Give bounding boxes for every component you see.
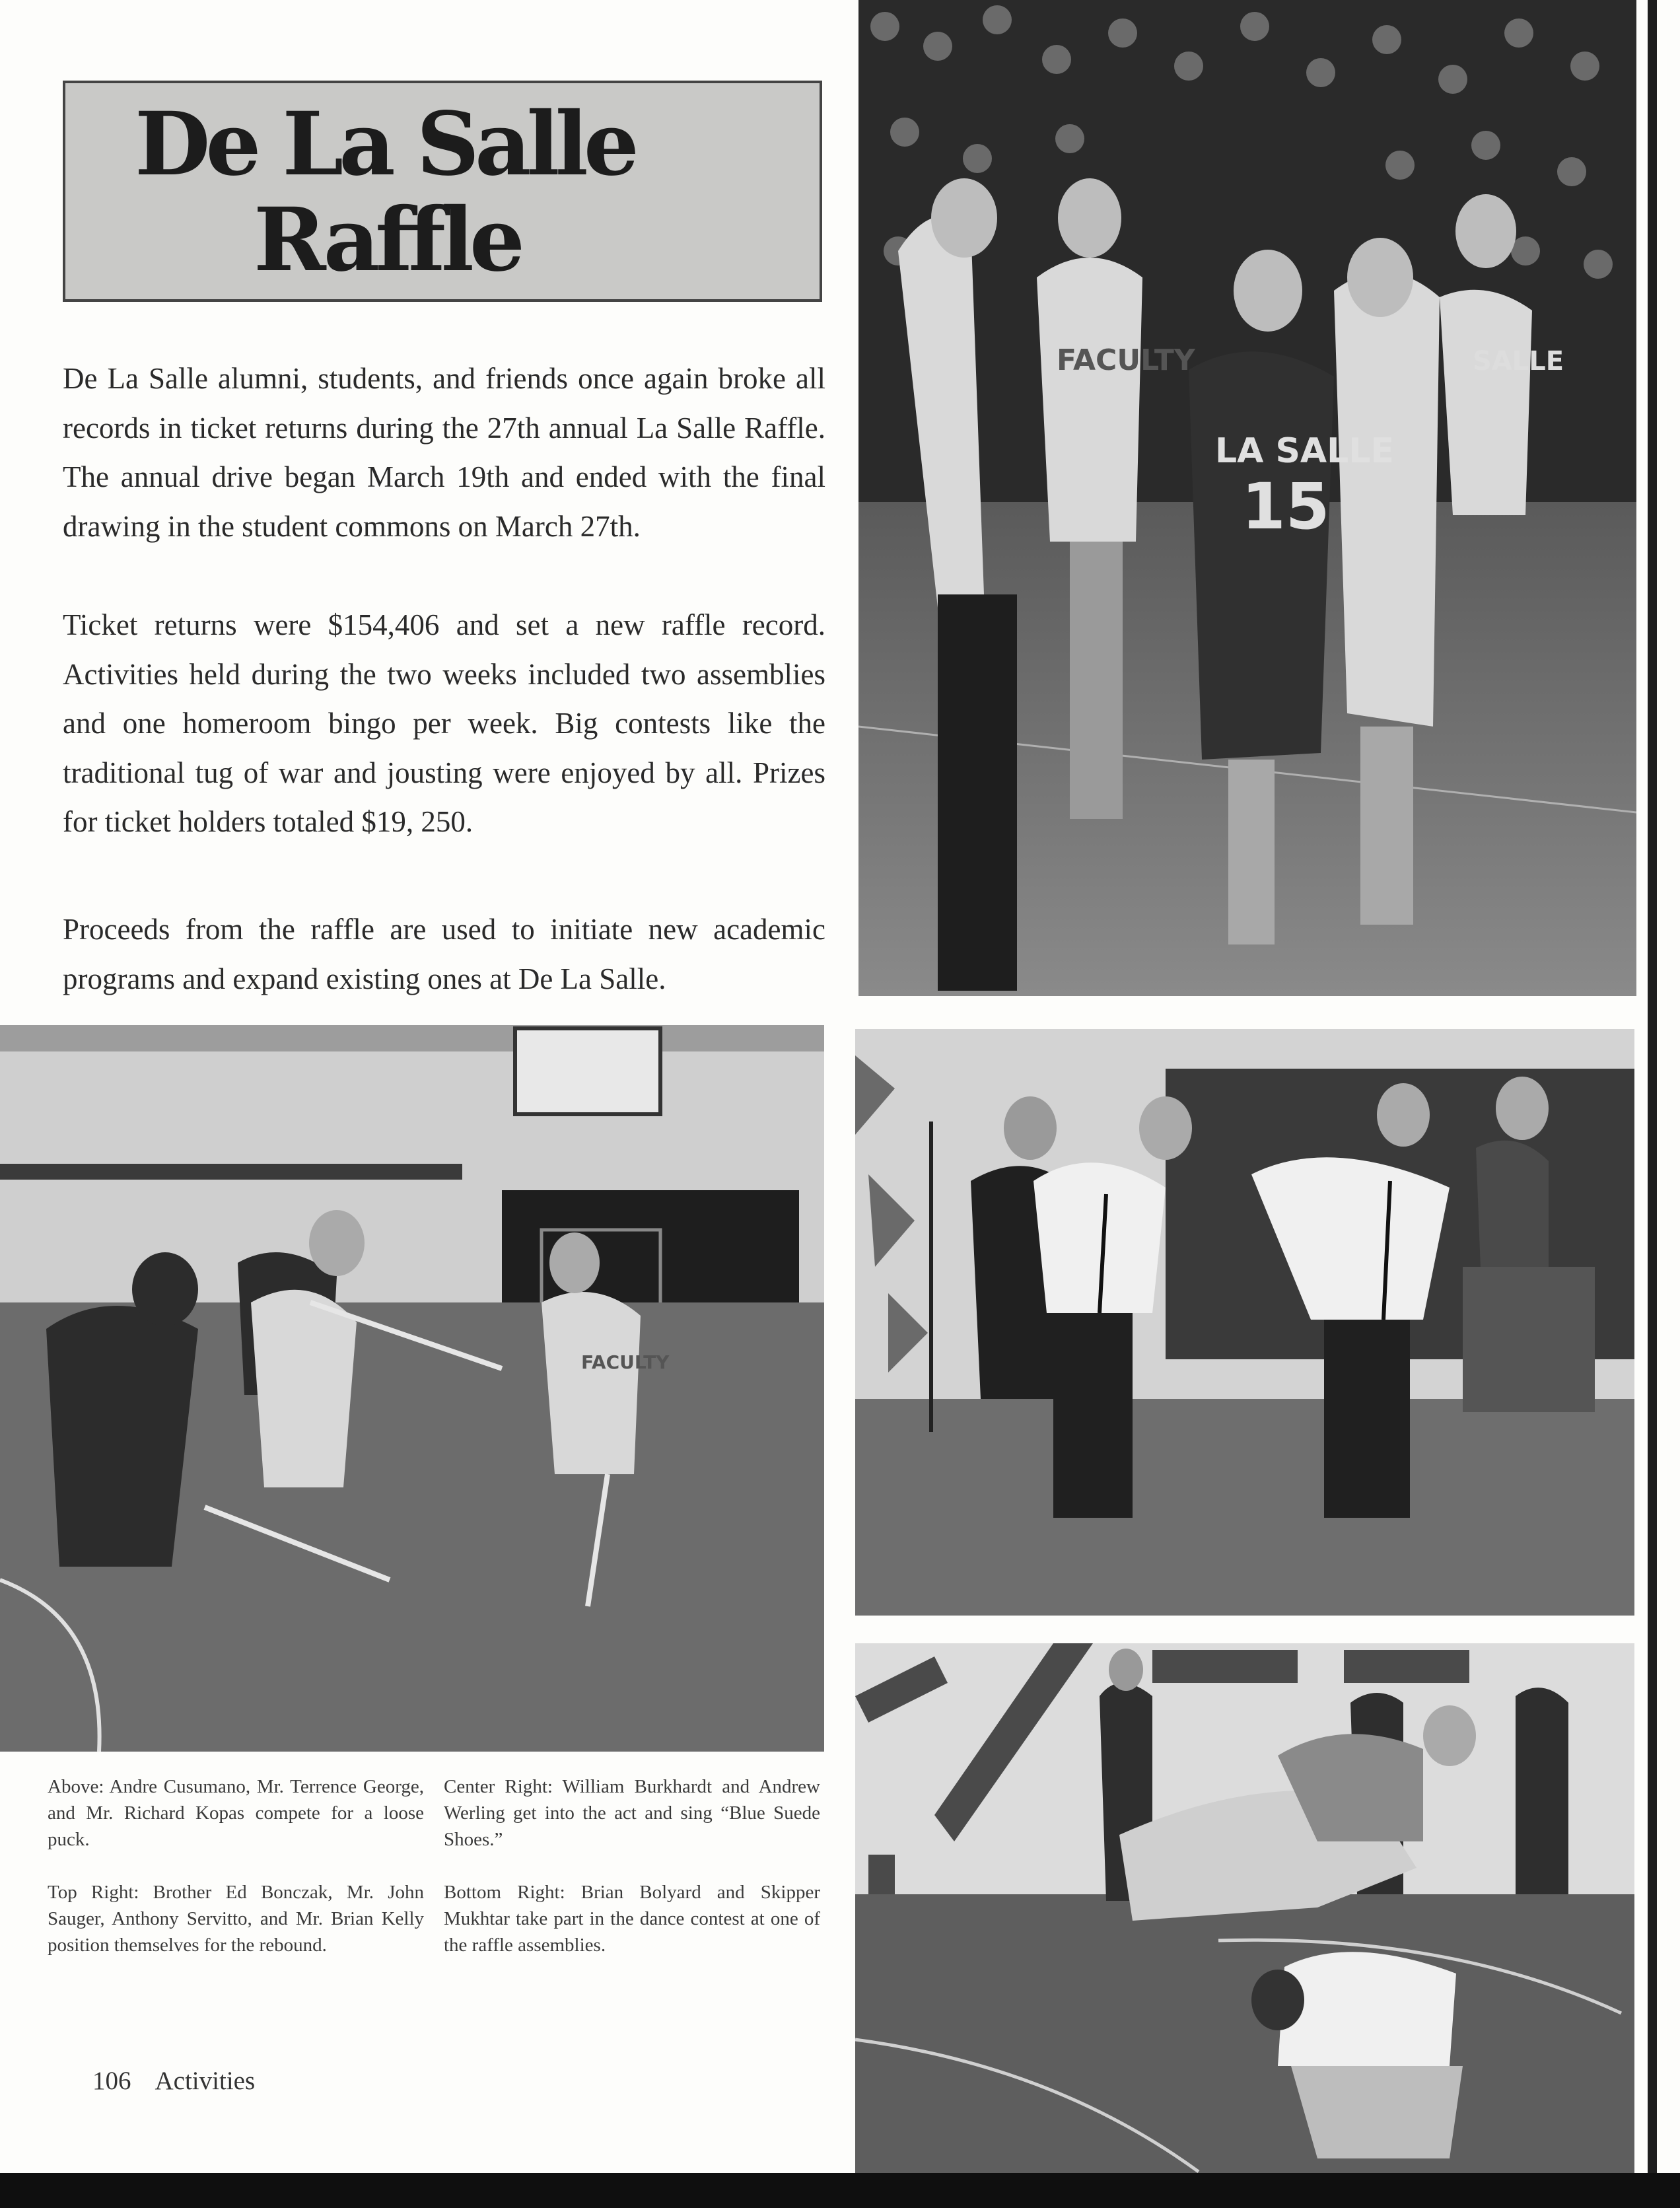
page-number: 106 [92,2067,131,2095]
jersey-text-salle: SALLE [1473,346,1564,376]
scan-bottom-border [0,2173,1680,2208]
caption-center-right: Center Right: William Burkhardt and Andrew Werling get into the act and sing “Blue Suede Shoes.” [444,1776,820,1850]
article-paragraph-3: Proceeds from the raffle are used to initiate new academic programs and expand existing ones at De La Salle. [63,913,825,995]
photo-basketball-rebound [858,0,1636,996]
jersey-text-la-salle: LA SALLE [1215,431,1394,471]
section-name: Activities [155,2067,256,2095]
page-folio [92,2066,279,2096]
caption-top-right: Top Right: Brother Ed Bonczak, Mr. John Sauger, Anthony Servitto, and Mr. Brian Kelly position themselves for the rebound. [48,1882,424,1956]
page-title-line-2: Raffle [254,189,520,291]
photo-blue-suede-shoes [855,1029,1634,1616]
jersey-number-15: 15 [1242,470,1330,544]
caption-above: Above: Andre Cusumano, Mr. Terrence George, and Mr. Richard Kopas compete for a loose puck. [48,1776,424,1850]
article-paragraph-2: Ticket returns were $154,406 and set a new raffle record. Activities held during the two weeks included two assemblies and one homeroom bingo per week. Big contests like the traditional tug of war and jousting were enjoyed by all. Prizes for ticket holders totaled $19, 250. [63,608,825,838]
title-box [63,81,822,302]
jersey-text-faculty-hockey: FACULTY [581,1351,670,1373]
caption-bottom-right: Bottom Right: Brian Bolyard and Skipper Mukhtar take part in the dance contest at one of the raffle assemblies. [444,1882,820,1956]
jersey-text-faculty: FACULTY [1057,343,1195,377]
page-title-line-1: De La Salle [135,93,635,196]
photo-floor-hockey [0,1025,824,1752]
page-edge-shadow [1648,0,1657,2173]
article-paragraph-1: De La Salle alumni, students, and friends once again broke all records in ticket returns during the 27th annual La Salle Raffle. The annual drive began March 19th and ended with the final drawing in the student commons on March 27th. [63,362,825,543]
photo-dance-contest [855,1643,1634,2173]
